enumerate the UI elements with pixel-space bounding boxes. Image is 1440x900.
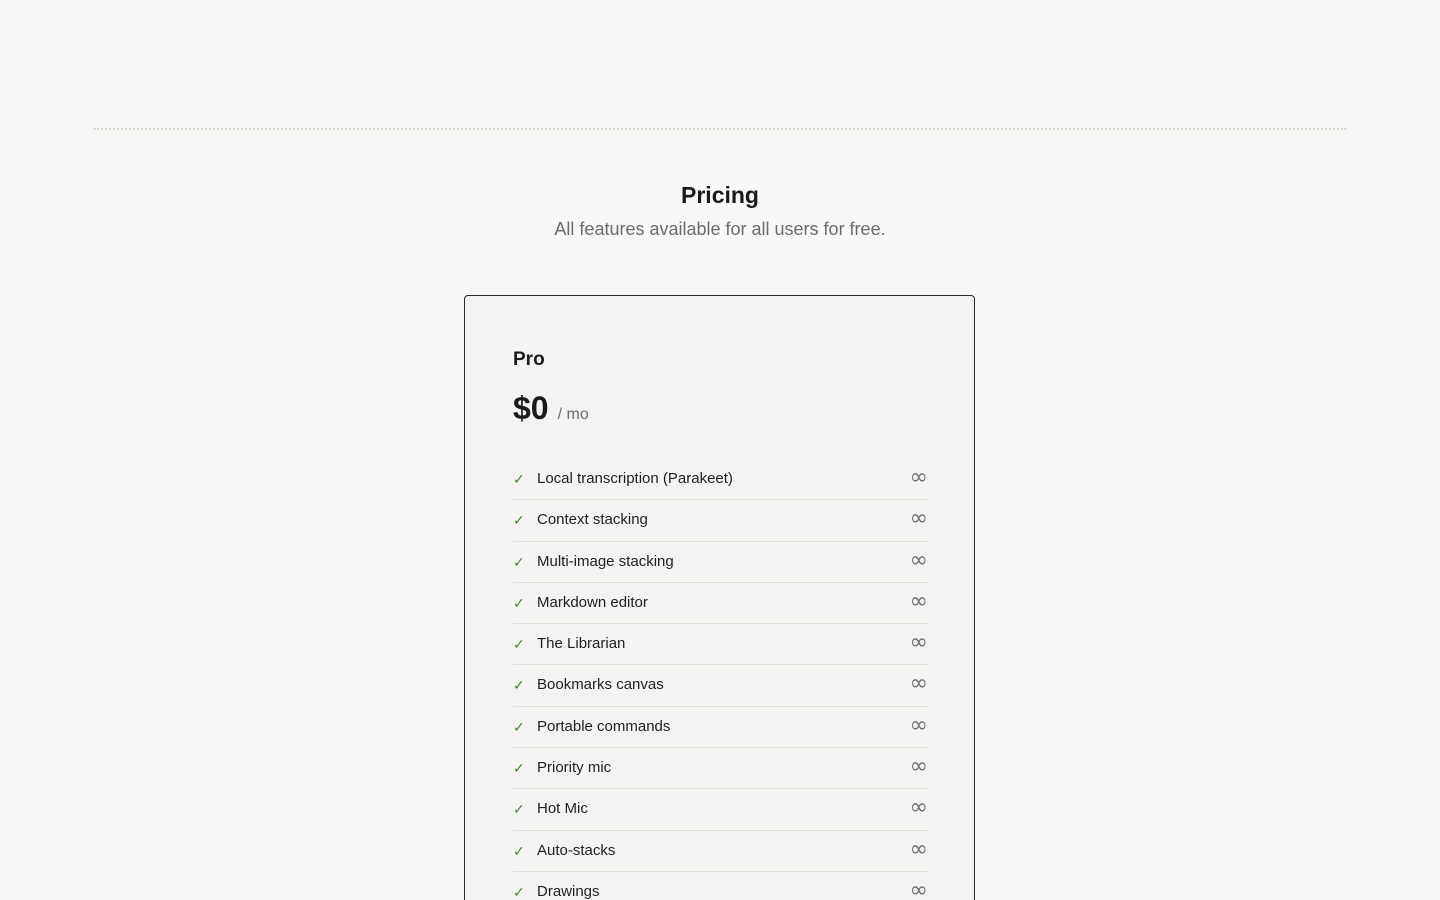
check-icon: ✓ xyxy=(513,553,525,570)
feature-label: Markdown editor xyxy=(537,593,648,611)
infinity-icon: ∞ xyxy=(909,671,928,697)
check-icon: ✓ xyxy=(513,883,525,900)
infinity-icon: ∞ xyxy=(909,547,928,573)
feature-item xyxy=(513,665,928,706)
plan-period: / mo xyxy=(557,406,589,423)
infinity-icon: ∞ xyxy=(909,795,928,821)
feature-list xyxy=(513,459,928,900)
feature-item xyxy=(513,707,928,748)
check-icon: ✓ xyxy=(513,801,525,818)
feature-label: The Librarian xyxy=(537,635,626,653)
plan-name: Pro xyxy=(513,349,545,370)
check-icon: ✓ xyxy=(513,677,525,694)
feature-label: Context stacking xyxy=(537,511,648,529)
feature-item xyxy=(513,831,928,872)
feature-item xyxy=(513,624,928,665)
feature-label: Auto-stacks xyxy=(537,841,616,859)
pricing-title: Pricing xyxy=(681,182,759,208)
feature-item xyxy=(513,789,928,830)
pricing-card-pro xyxy=(464,295,975,900)
infinity-icon: ∞ xyxy=(909,754,928,780)
pricing-subtitle: All features available for all users for free. xyxy=(554,219,886,239)
feature-label: Bookmarks canvas xyxy=(537,676,664,694)
feature-item xyxy=(513,500,928,541)
check-icon: ✓ xyxy=(513,512,525,529)
check-icon: ✓ xyxy=(513,636,525,653)
feature-label: Hot Mic xyxy=(537,800,588,818)
infinity-icon: ∞ xyxy=(909,465,928,490)
infinity-icon: ∞ xyxy=(909,877,928,900)
feature-label: Multi-image stacking xyxy=(537,552,674,570)
feature-item xyxy=(513,583,928,624)
feature-label: Portable commands xyxy=(537,717,671,735)
check-icon: ✓ xyxy=(513,471,525,487)
feature-label: Local transcription (Parakeet) xyxy=(537,470,733,487)
infinity-icon: ∞ xyxy=(909,506,928,532)
infinity-icon: ∞ xyxy=(909,712,928,738)
plan-price: $0 xyxy=(513,390,549,426)
feature-label: Drawings xyxy=(537,882,600,900)
feature-item xyxy=(513,459,928,500)
feature-item xyxy=(513,542,928,583)
price-row xyxy=(513,390,589,427)
check-icon: ✓ xyxy=(513,842,525,859)
infinity-icon: ∞ xyxy=(909,588,928,614)
feature-label: Priority mic xyxy=(537,759,612,777)
check-icon: ✓ xyxy=(513,594,525,611)
section-divider xyxy=(94,128,1346,130)
check-icon: ✓ xyxy=(513,760,525,777)
check-icon: ✓ xyxy=(513,718,525,735)
infinity-icon: ∞ xyxy=(909,836,928,862)
infinity-icon: ∞ xyxy=(909,630,928,656)
feature-item xyxy=(513,872,928,900)
feature-item xyxy=(513,748,928,789)
